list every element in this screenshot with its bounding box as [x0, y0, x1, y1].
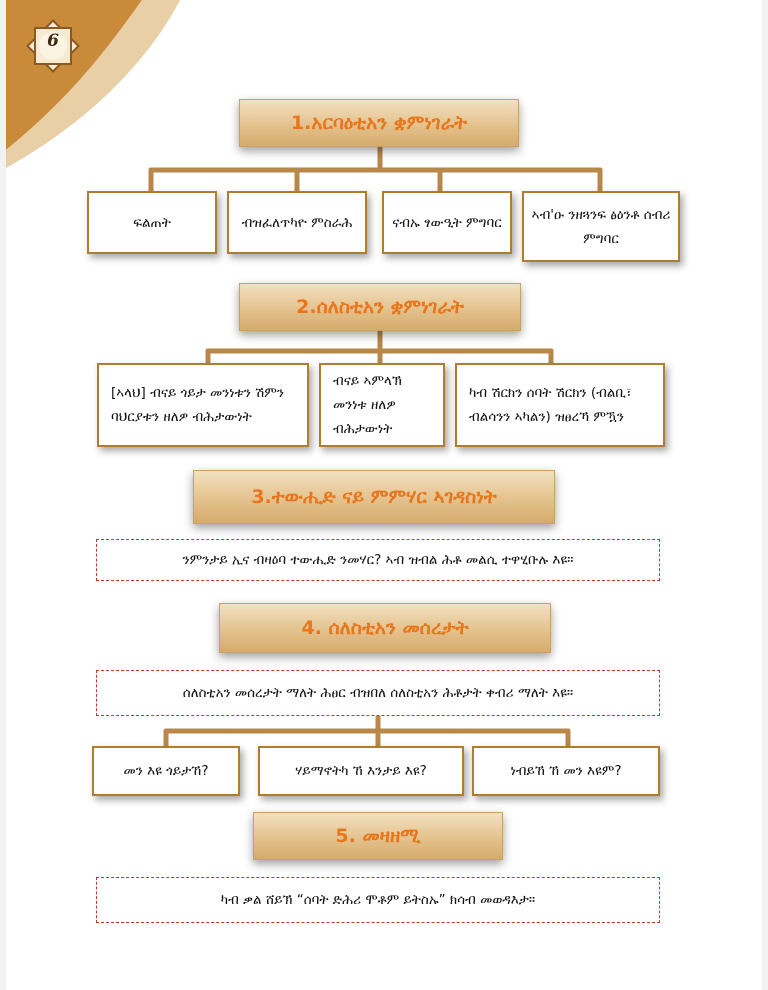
section-2-item-1: [ኣላህ] ብናይ ጎይታ መንነቱን ሽምን ባህርያቱን ዘለዎ ብሕታውነት	[97, 363, 309, 447]
section-1-title: 1.አርባዕቲአን ቋምነገራት	[239, 99, 519, 147]
section-2-item-2: ብናይ ኣምላኽ መንነቱ ዘለዎ ብሕታውነት	[319, 363, 445, 447]
section-4-note: ሰለስቲአን መሰረታት ማለት ሕፀር ብዝበለ ሰለስቲአን ሕቶታት ቀብሪ ማለት እዩ።	[96, 670, 660, 716]
section-3-title: 3.ተውሒድ ናይ ምምሃር ኣገዳስነት	[193, 470, 555, 524]
section-2-title: 2.ሰለስቲአን ቋምነገራት	[239, 283, 521, 331]
section-1-item-1: ፍልጠት	[87, 191, 217, 254]
page-number: 6	[47, 31, 59, 51]
section-4-item-1: መን እዩ ጎይታኸ?	[92, 746, 240, 796]
section-2-item-3: ካብ ሽርክን ሰባት ሽርክን (ብልቢ፣ ብልሳንን ኣካልን) ዝፀረኻ ምዃን	[455, 363, 665, 447]
section-1-item-3: ናብኡ ፃውዒት ምግባር	[382, 191, 512, 254]
section-3-note: ንምንታይ ኢና ብዛዕባ ተውሒድ ንመሃር? ኣብ ዝብል ሕቶ መልሲ ተዋሂቡሉ እዩ።	[96, 539, 660, 581]
section-4-item-2: ሃይማኖትካ ኸ እንታይ እዩ?	[258, 746, 464, 796]
section-4-item-3: ነብይኸ ኸ መን እዩም?	[472, 746, 660, 796]
section-1-item-2: ብዝፈለጥካዮ ምስራሕ	[227, 191, 367, 254]
section-5-note: ካብ ቃል ሸይኽ “ሰባት ድሕሪ ሞቶም ይትስኡ” ክሳብ መወዳእታ።	[96, 877, 660, 923]
section-1-item-4: ኣብ'ዑ ንዘጓንፍ ፅዕንቶ ሰብሪ ምግባር	[522, 191, 680, 262]
section-4-title: 4. ሰለስቲአን መሰረታት	[219, 603, 551, 653]
section-5-title: 5. መዛዘሚ	[253, 812, 503, 860]
